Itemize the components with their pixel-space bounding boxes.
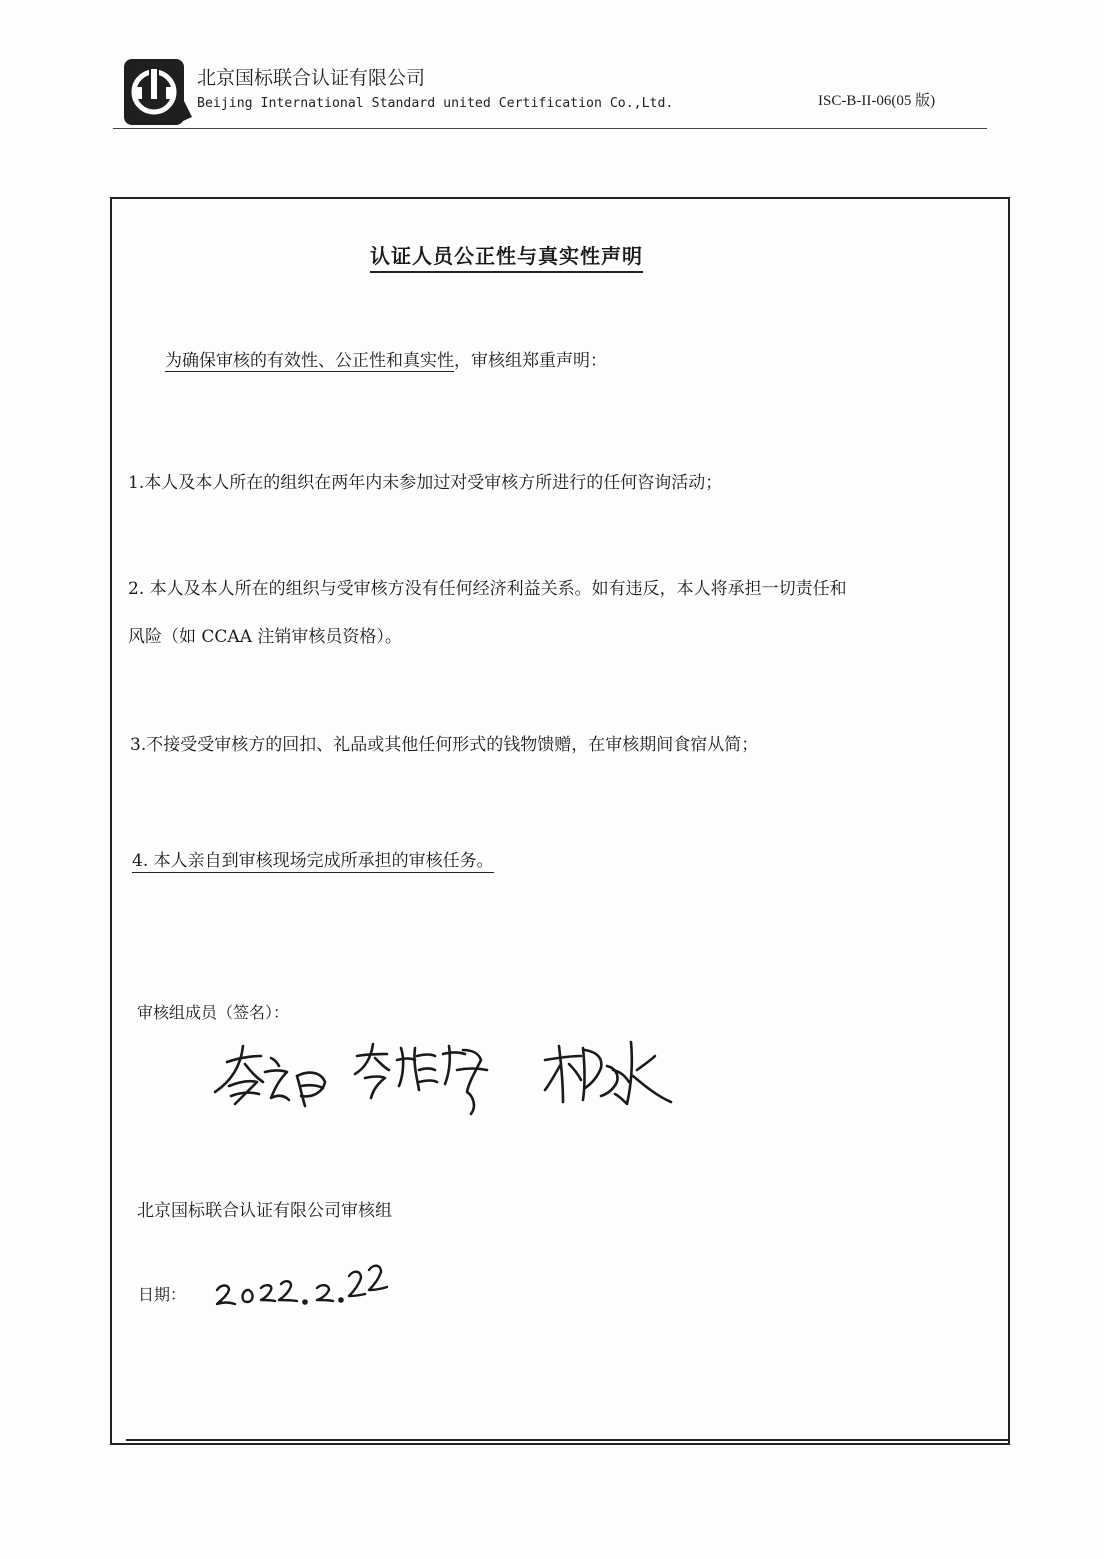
statement-title: 认证人员公正性与真实性声明 [370, 240, 643, 273]
company-name-cn: 北京国标联合认证有限公司 [197, 67, 426, 89]
statement-item-4: 4. 本人亲自到审核现场完成所承担的审核任务。 [132, 846, 494, 873]
handwritten-date [213, 1254, 403, 1314]
signature-2-handwriting [355, 1044, 487, 1114]
statement-item-3: 3.不接受受审核方的回扣、礼品或其他任何形式的钱物馈赠，在审核期间食宿从简； [130, 735, 759, 755]
header-divider [113, 128, 987, 129]
statement-item-1: 1.本人及本人所在的组织在两年内未参加过对受审核方所进行的任何咨询活动； [128, 473, 723, 493]
statement-intro [165, 346, 607, 371]
signature-label: 审核组成员（签名）： [137, 1003, 290, 1022]
intro-underlined-text: 为确保审核的有效性、公正性和真实性 [165, 351, 454, 371]
audit-team-organization: 北京国标联合认证有限公司审核组 [137, 1201, 392, 1221]
intro-rest-text: ，审核组郑重声明： [454, 351, 607, 371]
signature-3-handwriting [545, 1042, 671, 1104]
company-logo-icon [122, 57, 192, 129]
signature-1-handwriting [215, 1046, 325, 1106]
frame-bottom-line [126, 1439, 1008, 1441]
statement-item-2-line-2: 风险（如 CCAA 注销审核员资格）。 [128, 627, 402, 647]
date-label: 日期： [138, 1285, 187, 1304]
handwritten-signatures [205, 1020, 705, 1120]
document-code: ISC-B-II-06(05 版) [818, 93, 936, 109]
company-name-en: Beijing International Standard united Certification Co.,Ltd. [197, 96, 674, 111]
statement-item-2-line-1: 2. 本人及本人所在的组织与受审核方没有任何经济利益关系。如有违反，本人将承担一切责任和 [128, 579, 847, 599]
